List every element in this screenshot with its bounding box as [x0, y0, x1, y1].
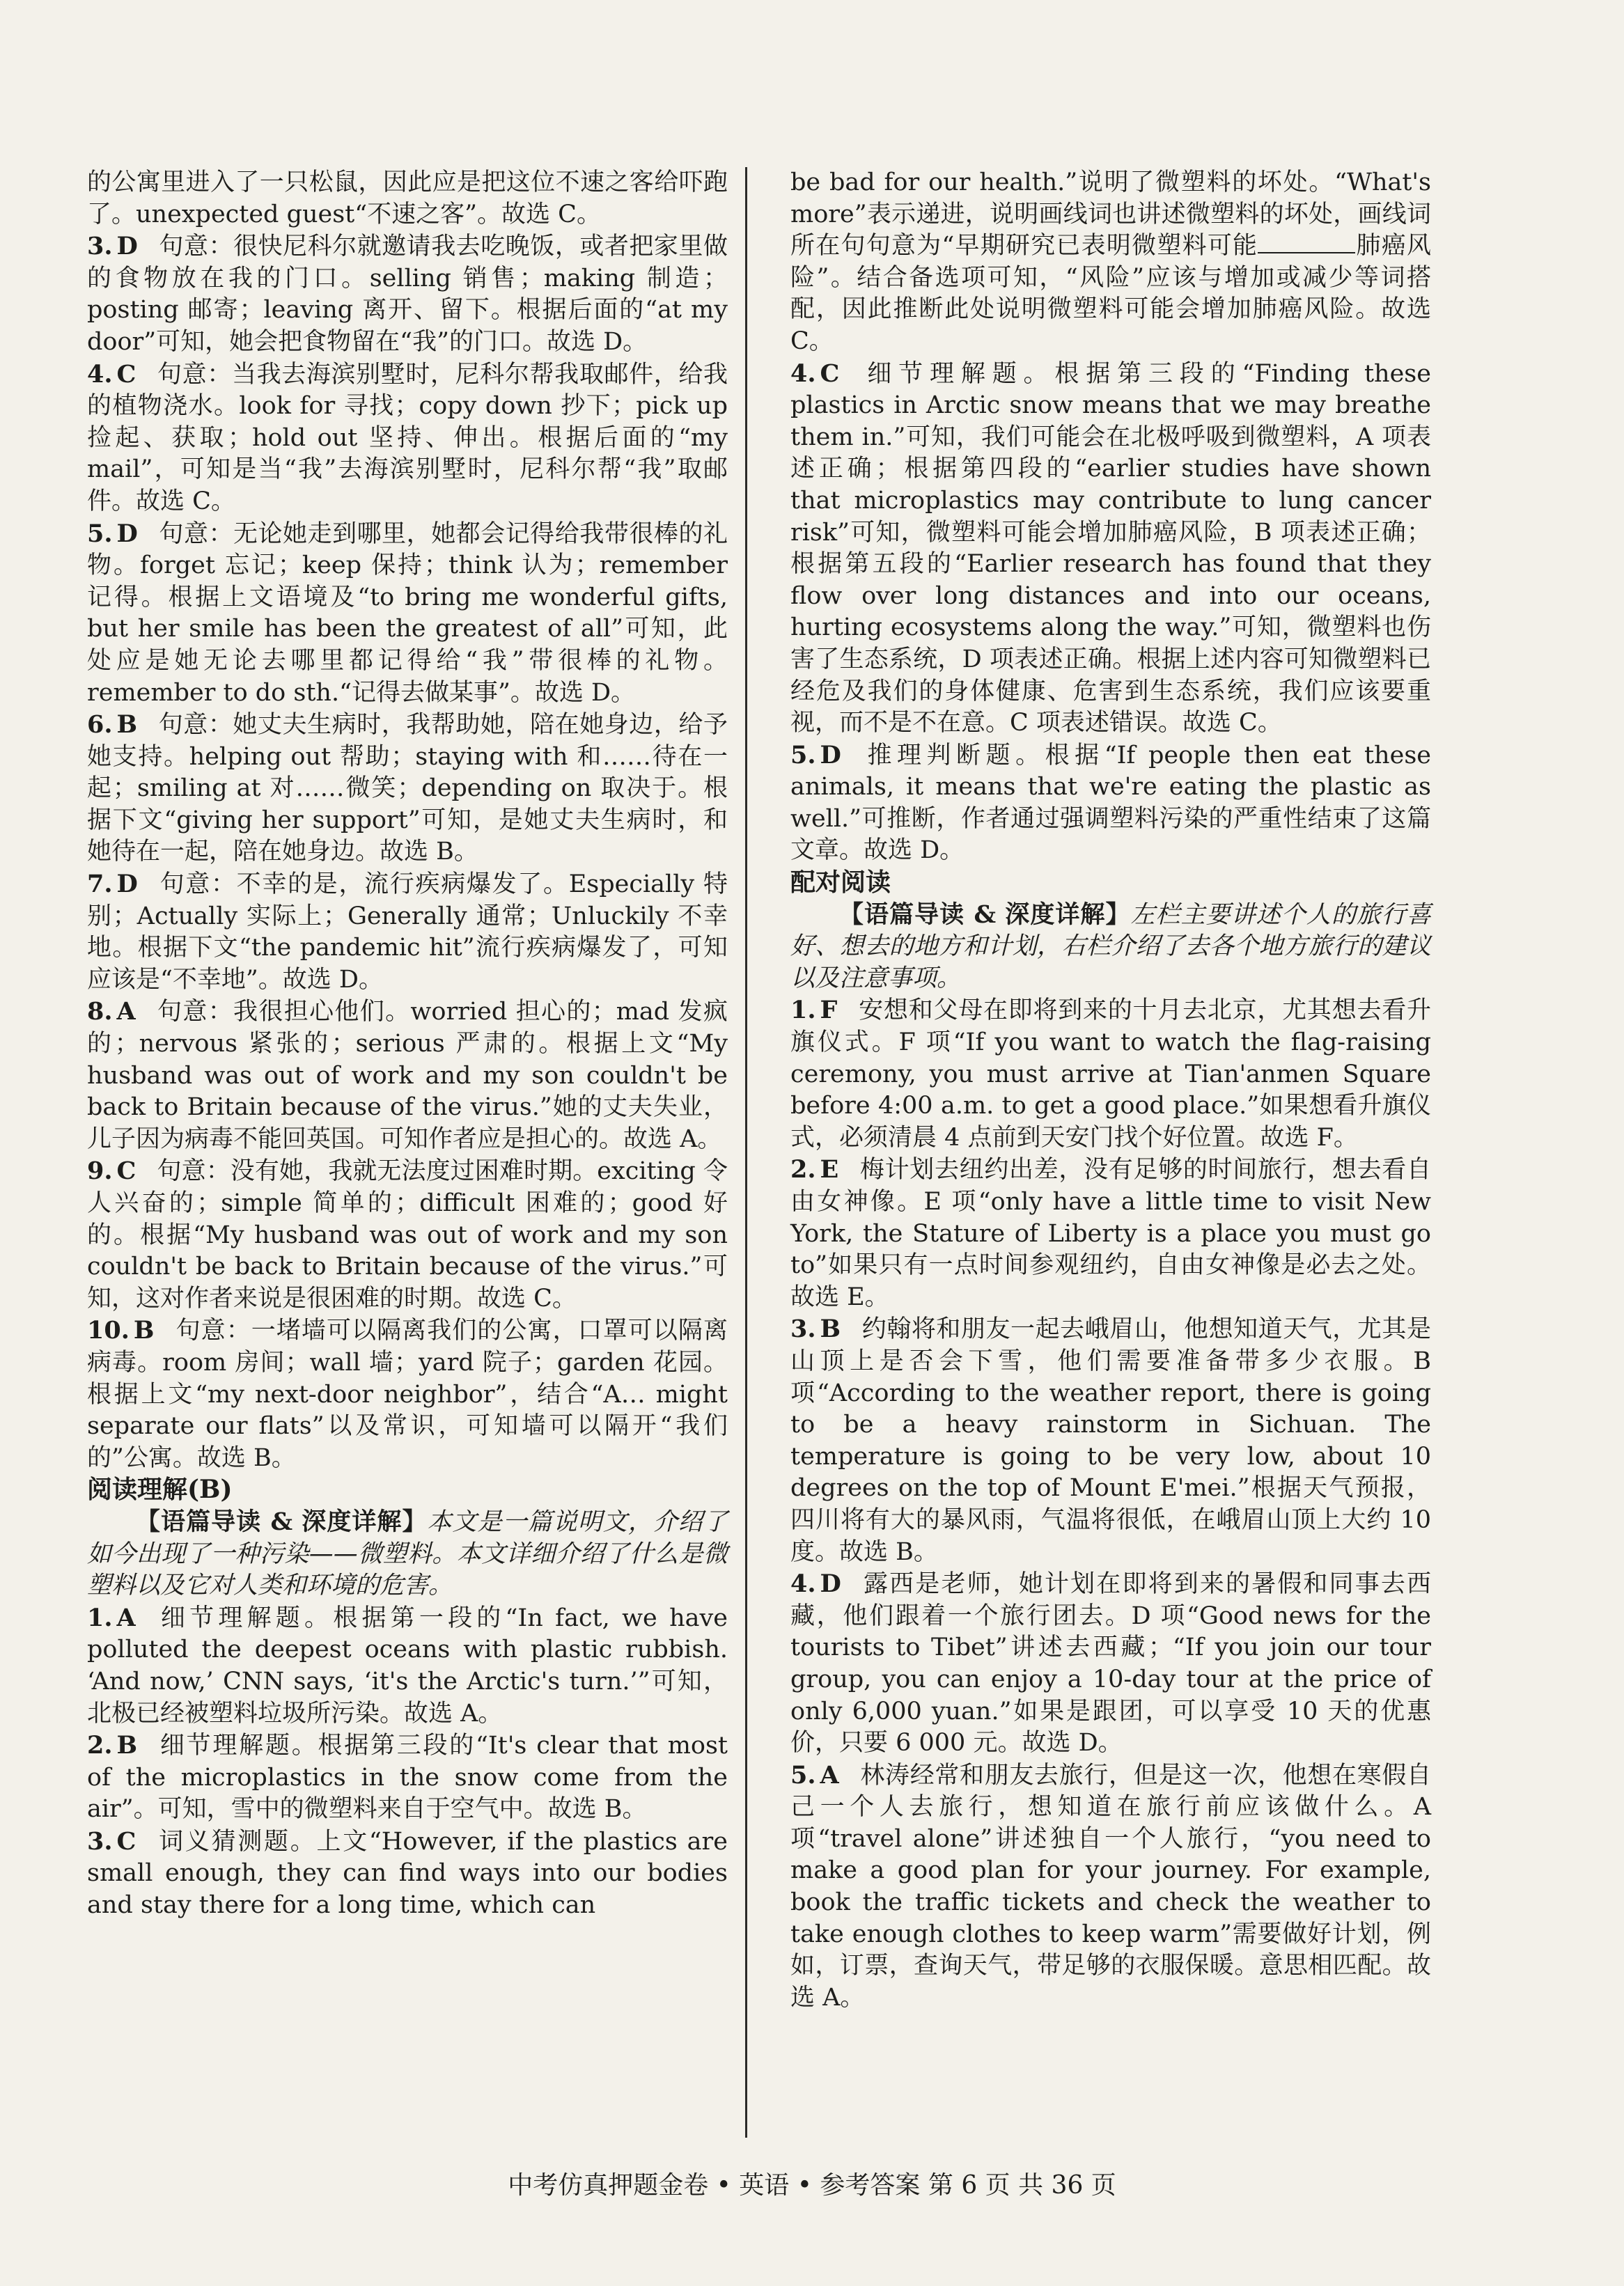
blank-underline — [1258, 231, 1355, 253]
page-footer: 中考仿真押题金卷 • 英语 • 参考答案 第 6 页 共 36 页 — [508, 2171, 1116, 2200]
answer-item-3: 3. D 句意：很快尼科尔就邀请我去吃晚饭，或者把家里做的食物放在我的门口。selling 销售；making 制造；posting 邮寄；leaving 离开、留下。根据后面的“at my door”可知，她会把食物留在“我”的门口。故选 D。 — [87, 232, 728, 356]
section-title-reading-b: 阅读理解(B) — [87, 1475, 233, 1505]
matching-guide: 【语篇导读 & 深度详解】左栏主要讲述个人的旅行喜好、想去的地方和计划，右栏介绍了去各个地方旅行的建议以及注意事项。 — [790, 900, 1431, 992]
answer-item-4: 4. C 句意：当我去海滨别墅时，尼科尔帮我取邮件，给我的植物浇水。look for 寻找；copy down 抄下；pick up 捡起、获取；hold out 坚持、伸出。根据后面的“my mail”，可知是当“我”去海滨别墅时，尼科尔帮“我”取邮件。故选 C。 — [87, 359, 728, 515]
answer-item-9: 9. C 句意：没有她，我就无法度过困难时期。exciting 令人兴奋的；simple 简单的；difficult 困难的；good 好的。根据“My husband was out of work and my son couldn't be back to Britain because of the virus.”可知，这对作者来说是很困难的时期。故选 C。 — [87, 1157, 728, 1313]
matching-item-3: 3. B 约翰将和朋友一起去峨眉山，他想知道天气，尤其是山顶上是否会下雪，他们需要准备带多少衣服。B 项“According to the weather report, there is going to be a heavy rainstorm in Sichuan. The temperature is going to be very low, about 10 degrees on the top of Mount E'mei.”根据天气预报，四川将有大的暴风雨，气温将很低，在峨眉山顶上大约 10 度。故选 B。 — [790, 1315, 1431, 1566]
reading-b-item-2: 2. B 细节理解题。根据第三段的“It's clear that most of the microplastics in the snow come from the air”。可知，雪中的微塑料来自于空气中。故选 B。 — [87, 1731, 728, 1824]
answer-item-6: 6. B 句意：她丈夫生病时，我帮助她，陪在她身边，给予她支持。helping out 帮助；staying with 和……待在一起；smiling at 对……微笑；depending on 取决于。根据下文“giving her support”可知，是她丈夫生病时，和她待在一起，陪在她身边。故选 B。 — [87, 710, 728, 866]
reading-b-item-5: 5. D 推理判断题。根据“If people then eat these animals, it means that we're eating the plastic as well.”可推断，作者通过强调塑料污染的严重性结束了这篇文章。故选 D。 — [790, 740, 1431, 865]
answer-item-8: 8. A 句意：我很担心他们。worried 担心的；mad 发疯的；nervous 紧张的；serious 严肃的。根据上文“My husband was out of work and my son couldn't be back to Britain because of the virus.”她的丈夫失业，儿子因为病毒不能回英国。可知作者应是担心的。故选 A。 — [87, 997, 728, 1153]
matching-item-2: 2. E 梅计划去纽约出差，没有足够的时间旅行，想去看自由女神像。E 项“only have a little time to visit New York, the Stature of Liberty is a place you must go to”如果只有一点时间参观纽约，自由女神像是必去之处。故选 E。 — [790, 1155, 1431, 1311]
matching-item-4: 4. D 露西是老师，她计划在即将到来的暑假和同事去西藏，他们跟着一个旅行团去。D 项“Good news for the tourists to Tibet”讲述去西藏；“If you join our tour group, you can enjoy a 10-day tour at the price of only 6,000 yuan.”如果是跟团，可以享受 10 天的优惠价，只要 6 000 元。故选 D。 — [790, 1569, 1431, 1757]
column-divider — [745, 167, 747, 2138]
matching-item-5: 5. A 林涛经常和朋友去旅行，但是这一次，他想在寒假自己一个人去旅行，想知道在旅行前应该做什么。A 项“travel alone”讲述独自一个人旅行，“you need to make a good plan for your journey. For example, book the traffic tickets and check the weather to take enough clothes to keep warm”需要做好计划，例如，订票，查询天气，带足够的衣服保暖。意思相匹配。故选 A。 — [790, 1760, 1431, 2012]
matching-item-1: 1. F 安想和父母在即将到来的十月去北京，尤其想去看升旗仪式。F 项“If you want to watch the flag-raising ceremony, you must arrive at Tian'anmen Square before 4:00 a.m. to get a good place.”如果想看升旗仪式，必须清晨 4 点前到天安门找个好位置。故选 F。 — [790, 996, 1431, 1152]
answer-item-10: 10. B 句意：一堵墙可以隔离我们的公寓，口罩可以隔离病毒。room 房间；wall 墙；yard 院子；garden 花园。根据上文“my next-door neighbor”，结合“A… might separate our flats”以及常识，可知墙可以隔开“我们的”公寓。故选 B。 — [87, 1316, 728, 1472]
reading-b-item-1: 1. A 细节理解题。根据第一段的“In fact, we have polluted the deepest oceans with plastic rubbish. ‘And now,’ CNN says, ‘it's the Arctic's turn.’”可知，北极已经被塑料垃圾所污染。故选 A。 — [87, 1603, 728, 1728]
answer-item-5: 5. D 句意：无论她走到哪里，她都会记得给我带很棒的礼物。forget 忘记；keep 保持；think 认为；remember 记得。根据上文语境及“to bring me wonderful gifts, but her smile has been the greatest of all”可知，此处应是她无论去哪里都记得给“我”带很棒的礼物。remember to do sth.“记得去做某事”。故选 D。 — [87, 519, 728, 707]
right-column — [790, 167, 1431, 2014]
right-lead-text: be bad for our health.”说明了微塑料的坏处。“What's more”表示递进，说明画线词也讲述微塑料的坏处，画线词所在句句意为“早期研究已表明微塑料可能 肺癌风险”。结合备选项可知，“风险”应该与增加或减少等词搭配，因此推断此处说明微塑料可能会增加肺癌风险。故选 C。 — [790, 169, 1431, 355]
reading-b-item-3: 3. C 词义猜测题。上文“However, if the plastics are small enough, they can find ways into our bodies and stay there for a long time, which can — [87, 1826, 728, 1920]
answer-item-7: 7. D 句意：不幸的是，流行疾病爆发了。Especially 特别；Actually 实际上；Generally 通常；Unluckily 不幸地。根据下文“the pandemic hit”流行疾病爆发了，可知应该是“不幸地”。故选 D。 — [87, 870, 728, 994]
left-column — [87, 167, 728, 1922]
section-title-matching: 配对阅读 — [790, 868, 891, 898]
reading-b-guide: 【语篇导读 & 深度详解】本文是一篇说明文，介绍了如今出现了一种污染——微塑料。本文详细介绍了什么是微塑料以及它对人类和环境的危害。 — [87, 1507, 728, 1600]
left-lead-text: 的公寓里进入了一只松鼠，因此应是把这位不速之客给吓跑了。unexpected guest“不速之客”。故选 C。 — [87, 169, 728, 228]
reading-b-item-4: 4. C 细节理解题。根据第三段的“Finding these plastics in Arctic snow means that we may breathe them in.”可知，我们可能会在北极呼吸到微塑料，A 项表述正确；根据第四段的“earlier studies have shown that microplastics may contribute to lung cancer risk”可知，微塑料可能会增加肺癌风险，B 项表述正确；根据第五段的“Earlier research has found that they flow over long distances and into our oceans, hurting ecosystems along the way.”可知，微塑料也伤害了生态系统，D 项表述正确。根据上述内容可知微塑料已经危及我们的身体健康、危害到生态系统，我们应该要重视，而不是不在意。C 项表述错误。故选 C。 — [790, 359, 1431, 737]
